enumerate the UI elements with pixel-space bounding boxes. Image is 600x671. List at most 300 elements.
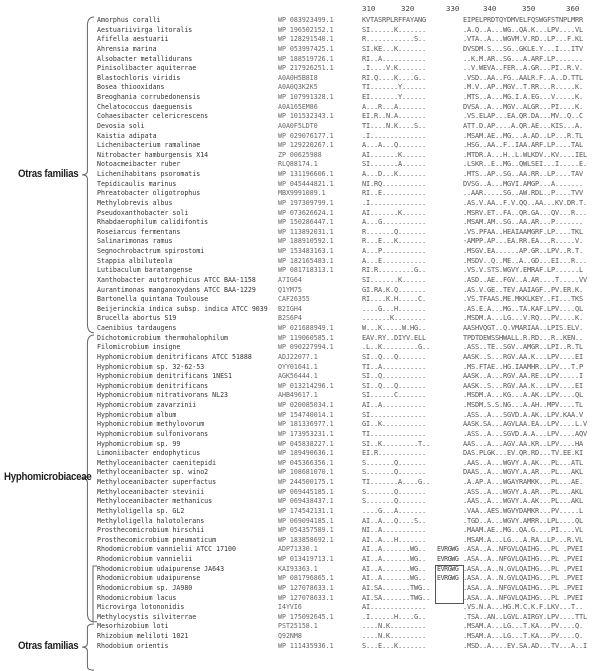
sequence-block-2: .MTS..AP..SG..AA.RR..LP....TAV [463, 170, 583, 178]
sequence-block-2: .VAA..AES.WGVYDAMKR...PV.....L [463, 506, 583, 515]
organism-name: Devosia soli [97, 121, 145, 130]
organism-name: Bartonella quintana Toulouse [97, 295, 209, 304]
sequence-block-2: .M.V..AP..MGV..T.RR...R.....K. [463, 83, 583, 92]
organism-name: Hyphomicrobium methylovorum [97, 420, 205, 429]
accession-id: WP 108681070.1 [278, 468, 334, 477]
accession-id: A0A0Q3K2K5 [278, 83, 318, 92]
alignment-row [0, 314, 600, 324]
alignment-row [0, 430, 600, 440]
organism-name: Prosthecomicrobium pneumaticum [97, 535, 217, 544]
alignment-row [0, 459, 600, 469]
sequence-block-1: EAV.RY..DIYV.ELL [362, 333, 426, 342]
alignment-row [0, 420, 600, 430]
alignment-row [0, 35, 600, 45]
ruler-tick: 310 [362, 4, 376, 13]
sequence-block-1: AI..A...H....... [362, 535, 426, 544]
alignment-row [0, 603, 600, 613]
accession-id: CAF26355 [278, 295, 310, 304]
sequence-block-1: SI.............. [362, 410, 426, 419]
sequence-block-2: .LSKR..E..MG..QWLSEI...I.....E. [463, 160, 587, 169]
accession-id: WP 129220267.1 [278, 141, 334, 150]
sequence-block-2: .MSAM.AE..MG...A.AD..LP...R.TL [463, 131, 583, 140]
alignment-row [0, 286, 600, 296]
accession-id: Q92NM8 [278, 632, 302, 640]
accession-id: A0A0F5LDT0 [278, 121, 318, 130]
organism-name: Methyloceanibacter sp. wino2 [97, 468, 209, 477]
sequence-block-1: .L..K.........G.. [362, 343, 430, 352]
accession-id: WP 189490636.1 [278, 449, 334, 458]
organism-name: Dichotomicrobium thermohalophilum [97, 333, 229, 342]
sequence-block-2: .MSAM.A...LG...T.KA...PV....Q. [463, 622, 583, 631]
sequence-block-1: AI..A.......WG.. [362, 564, 426, 573]
sequence-block-1: KVTASRPLRFFAYANG [362, 16, 426, 24]
alignment-row [0, 324, 600, 334]
organism-name: Pinisolibacter aquiterrae [97, 64, 197, 73]
organism-name: Limoniibacter endophyticus [97, 449, 201, 458]
organism-name: Rhodomicrobium udaipurense JA643 [97, 564, 225, 573]
alignment-row [0, 639, 600, 652]
accession-id: WP 020085034.1 [278, 401, 334, 409]
alignment-row [0, 545, 600, 555]
organism-name: Filomicrobium insigne [97, 343, 181, 352]
sequence-block-2: .ASS..A...SGVD.A.AK..LPV.KAA.V [463, 410, 583, 419]
sequence-block-2: .MSDM.S.S.NG...A.AH..MPV....TL [463, 401, 583, 409]
sequence-block-1: SI.KE...K....... [362, 44, 426, 53]
sequence-block-2: .VS.TFAAS.ME.MKKLKEY..FI...TKS [463, 295, 583, 304]
alignment-row [0, 132, 600, 142]
sequence-block-1: AI.SA.......TWG.. [362, 593, 430, 602]
alignment-row [0, 334, 600, 344]
organism-name: Aestuariivirga litoralis [97, 25, 193, 34]
sequence-block-2: DVSG..A...MGVI.AMGP...A....... [463, 179, 583, 188]
sequence-block-1: AI..A...Q....S.. [362, 516, 426, 525]
organism-name: Tepidicaulis marinus [97, 179, 177, 188]
sequence-block-1: W...K.....W.HG.. [362, 324, 426, 332]
sequence-block-1: .I....V.K....... [362, 64, 426, 73]
organism-name: Phreatobacter oligotrophus [97, 189, 201, 198]
alignment-row [0, 343, 600, 353]
sequence-block-1: .I.............. [362, 131, 426, 140]
accession-id: A7IG64 [278, 275, 302, 284]
alignment-row [0, 622, 600, 632]
accession-id: WP 045366356.1 [278, 458, 334, 467]
sequence-block-2: AASHVQGT..Q.VMARIAA..LPIS.ELV. [463, 324, 583, 332]
accession-id: WP 127078633.1 [278, 583, 334, 592]
alignment-row [0, 478, 600, 488]
motif-insert: EVRGWG [437, 574, 459, 583]
accession-id: WP 013214296.1 [278, 381, 334, 390]
alignment-row [0, 16, 600, 26]
organism-name: Methylobrevis albus [97, 198, 173, 207]
sequence-block-2: DVSDM.S...SG..GKLE.Y...I...ITV [463, 44, 583, 53]
sequence-block-1: ....G...H....... [362, 304, 426, 313]
accession-id: WP 183858692.1 [278, 535, 334, 544]
organism-name: Lutibaculum baratangense [97, 266, 193, 275]
alignment-rows [0, 16, 600, 651]
alignment-row [0, 411, 600, 421]
sequence-block-2: .ASA..A..NFGVLQAIHG...PL .PVEI [463, 555, 583, 563]
sequence-block-2: AASK..S...RGV.AA.K...LPV....EI [463, 352, 583, 361]
organism-name: Nitrobacter hamburgensis X14 [97, 150, 209, 159]
alignment-row [0, 180, 600, 190]
sequence-block-1: SI.......A...... [362, 160, 426, 169]
accession-id: WP 175092645.1 [278, 612, 334, 621]
motif-insert: EVRGWG [437, 564, 459, 573]
sequence-block-2: .VS.ELAP...EA.QR.DA...MV..Q..C [463, 112, 583, 121]
organism-name: Hyphomicrobium sp. 32-62-53 [97, 362, 205, 371]
accession-id: WP 090227994.1 [278, 343, 334, 352]
sequence-block-1: AI.............. [362, 603, 426, 612]
sequence-block-1: .I.............. [362, 198, 426, 207]
organism-name: Methyloceanibacter caenitepidi [97, 458, 217, 467]
sequence-block-2: .HSG..AA..F..IAA.ARF.LP....TAL [463, 141, 583, 150]
organism-name: Hyphomicrobium nitrativorans NL23 [97, 391, 229, 400]
organism-name: Pseudoxanthobacter soli [97, 208, 189, 217]
accession-id: WP 154740014.1 [278, 410, 334, 419]
alignment-row [0, 151, 600, 161]
alignment-row [0, 391, 600, 401]
organism-name: Salinarimonas ramus [97, 237, 173, 246]
accession-id: A0A165EM86 [278, 102, 318, 111]
sequence-block-2: AASK.SA...AGVLAA.EA..LPV....L.V [463, 420, 587, 429]
sequence-block-1: AI.SA.......TWG.. [362, 583, 430, 592]
sequence-block-2: .ASA..A..N.GVLQAIHG...PL .PVEI [463, 564, 583, 573]
sequence-block-1: RI....K.H.....C. [362, 295, 426, 304]
alignment-row [0, 517, 600, 527]
sequence-block-2: .MTS..A...MG.I.A.EG...V.....K. [463, 93, 583, 101]
accession-id: ADJ22077.1 [278, 352, 318, 361]
organism-name: Breoghania corrubedonensis [97, 93, 201, 101]
accession-id: KAI93363.1 [278, 564, 318, 573]
sequence-block-1: RI..A........... [362, 54, 426, 63]
sequence-block-2: .ASS..TE..SGV..AMGR..LPI..R.TL [463, 343, 583, 352]
organism-name: Rhodomicrobium udaipurense [97, 574, 201, 583]
sequence-block-1: NI.RQ........... [362, 179, 426, 188]
sequence-block-1: RI.R.........G.. [362, 266, 426, 275]
sequence-block-1: GI..K........... [362, 420, 426, 429]
organism-name: Hyphomicrobium sp. 99 [97, 439, 181, 448]
alignment-row [0, 555, 600, 565]
accession-id: WP 111435936.1 [278, 641, 334, 650]
sequence-block-2: .MSAM.A...LG...A.RA..LP...R.VL [463, 535, 583, 544]
ruler-tick: 350 [522, 4, 536, 13]
accession-id: MBX9991089.1 [278, 189, 326, 198]
sequence-block-2: .MSDM.A...KG...A.AK..LPV....QL [463, 391, 583, 400]
sequence-block-1: R...E...K....... [362, 237, 426, 246]
sequence-block-2: ..V.WEVA..FER..A.GR...PI..R.V. [463, 64, 583, 73]
sequence-block-1: SI..Q........... [362, 372, 426, 381]
ruler-tick: 320 [401, 4, 415, 13]
alignment-row [0, 488, 600, 498]
organism-name: Rhodomicrobium lacus [97, 593, 177, 602]
accession-id: RLQ88174.1 [278, 160, 318, 169]
sequence-block-1: EI.R............ [362, 449, 426, 458]
accession-id: WP 029076177.1 [278, 131, 334, 140]
alignment-row [0, 449, 600, 459]
accession-id: WP 182165483.1 [278, 256, 334, 265]
sequence-block-2: .VS.N.A...HG.M.C.K.F.LKV...T.. [463, 603, 583, 612]
organism-name: Aurantimonas manganoxydans ATCC BAA-1229 [97, 285, 256, 294]
alignment-row [0, 536, 600, 546]
sequence-block-2: .AS.E.A...MG..TA.KAF.LPV....QL [463, 304, 583, 313]
alignment-row [0, 112, 600, 122]
sequence-block-2: TPDTDEWSSHWALL.R.RD...R..KEN.. [463, 333, 583, 342]
alignment-row [0, 26, 600, 36]
accession-id: WP 107991328.1 [278, 93, 334, 101]
organism-name: Bosea thiooxidans [97, 83, 165, 92]
alignment-row [0, 55, 600, 65]
accession-id: WP 053997425.1 [278, 44, 334, 53]
accession-id: WP 217926251.1 [278, 64, 334, 73]
sequence-block-1: SI.......K...... [362, 275, 426, 284]
sequence-block-1: EI.......Y...... [362, 93, 426, 101]
organism-name: Hyphomicrobium zavarzinii [97, 401, 197, 409]
sequence-block-1: S.......Q....... [362, 497, 426, 506]
organism-name: Hyphomicrobium sulfonivorans [97, 429, 209, 438]
organism-name: Hyphomicrobium album [97, 410, 177, 419]
sequence-block-1: S...E...K....... [362, 641, 426, 650]
sequence-block-2: .VS.PFAA..HEAIAAMGRF.LP....TKL [463, 227, 583, 236]
sequence-block-1: ....G...A....... [362, 506, 426, 515]
sequence-block-2: .TGD..A...WGVY.AMRR..LPL....QL [463, 516, 583, 525]
accession-id: WP 073626624.1 [278, 208, 334, 217]
sequence-block-1: A...P........... [362, 247, 426, 255]
sequence-block-1: ....N.K......... [362, 632, 426, 640]
sequence-block-1: A...G........... [362, 218, 426, 227]
organism-name: Methylocystis silviterrae [97, 612, 197, 621]
accession-id: WP 181336977.1 [278, 420, 334, 429]
sequence-block-2: .MSRV.ET..FA..QR.GA...QV...R... [463, 208, 587, 217]
sequence-block-1: .I......H....G.. [362, 612, 426, 621]
alignment-row [0, 353, 600, 363]
accession-id: WP 119060585.1 [278, 333, 334, 342]
sequence-block-1: SI..Q...Q....... [362, 381, 426, 390]
organism-name: Alsobacter metallidurans [97, 54, 193, 63]
sequence-block-2: .ASD..AE..FGV..A.AR....T.....VV [463, 275, 587, 284]
alignment-row [0, 74, 600, 84]
organism-name: Afifella aestuarii [97, 35, 169, 44]
accession-id: WP 197309799.1 [278, 198, 334, 207]
sequence-block-1: SI......C....... [362, 391, 426, 400]
sequence-block-2: .A.Q..A...WG..QA.K...LPV....VL [463, 25, 583, 34]
alignment-row [0, 83, 600, 93]
organism-name: Rhabdaerophilum calidifontis [97, 218, 209, 227]
organism-name: Hyphomicrobium denitrificans [97, 381, 209, 390]
accession-id: WP 127078633.1 [278, 593, 334, 602]
sequence-block-2: .ASA..A..NFGVLQAIHG...PL .PVEI [463, 593, 583, 602]
accession-id: OYY01641.1 [278, 362, 318, 371]
ruler-tick: 330 [446, 4, 460, 13]
alignment-row [0, 237, 600, 247]
sequence-block-2: DVSA..A...MGV..ALGR...PI....K. [463, 102, 583, 111]
sequence-block-2: .AS.V.GE..TEV.AAIAGF..PV.ER.K. [463, 285, 583, 294]
sequence-block-2: EIPELPRDTQYDMVELFQSWGFSTNPLMRR [463, 16, 583, 24]
sequence-block-1: EI.R..N.A....... [362, 112, 426, 121]
sequence-block-2: ..K.M.AR..SG...A.ARF.LP....... [463, 54, 583, 63]
accession-id: WP 101532343.1 [278, 112, 334, 121]
organism-name: Stappia albiluteola [97, 256, 173, 265]
sequence-block-2: .ASA..A..NFGVLQAIHG...PL .PVEI [463, 545, 583, 554]
motif-highlight-box [435, 565, 464, 605]
organism-name: Brucella abortus S19 [97, 314, 177, 323]
alignment-row [0, 141, 600, 151]
alignment-row [0, 64, 600, 74]
organism-name: Segnochrobactrum spirostomi [97, 247, 205, 255]
sequence-block-2: DAS.PLGK...EV.QR.RD...TV.EE.KI [463, 449, 583, 458]
alignment-row [0, 440, 600, 450]
accession-id: WP 128291540.1 [278, 35, 334, 44]
alignment-row [0, 613, 600, 623]
sequence-block-1: TI.......A....G.. [362, 478, 430, 486]
alignment-row [0, 276, 600, 286]
sequence-block-1: SI..Q...Q....... [362, 352, 426, 361]
accession-id: B2IGH4 [278, 304, 302, 313]
alignment-row [0, 122, 600, 132]
accession-id: AGK56444.1 [278, 372, 318, 381]
organism-name: Cohaesibacter celericrescens [97, 112, 209, 121]
ruler-tick: 340 [483, 4, 497, 13]
group-label: Otras familias [18, 167, 79, 180]
accession-id: WP 021688949.1 [278, 324, 334, 332]
group-label: Otras familias [18, 639, 79, 652]
sequence-block-1: TI.............. [362, 429, 426, 438]
accession-id: WP 174542131.1 [278, 506, 334, 515]
sequence-block-1: R............S.. [362, 35, 426, 44]
alignment-row [0, 45, 600, 55]
alignment-row [0, 526, 600, 536]
alignment-row [0, 218, 600, 228]
sequence-block-2: .A.AP.A...WGAYRAMKK...PL...AE. [463, 478, 583, 486]
alignment-row [0, 295, 600, 305]
organism-name: Lichenihabitans psoromatis [97, 170, 201, 178]
sequence-block-2: .ASS..A...WGVY.A.AR...PL...AKL [463, 487, 583, 496]
sequence-block-2: -AMPP.AP...EA.RR.EA...R.....V. [463, 237, 583, 246]
alignment-row [0, 266, 600, 276]
organism-name: Methyloceanibacter superfactus [97, 478, 217, 486]
sequence-block-1: NI..A........... [362, 526, 426, 535]
accession-id: AHB49617.1 [278, 391, 318, 400]
motif-insert: EVRGWG [437, 545, 459, 554]
sequence-block-1: GI.RA.K.Q....... [362, 285, 426, 294]
organism-name: Rhodomicrobium sp. JA980 [97, 583, 193, 592]
alignment-row [0, 247, 600, 257]
accession-id: B2S6P4 [278, 314, 302, 323]
organism-name: Microvirga lotononidis [97, 603, 185, 612]
accession-id: WP 045444821.1 [278, 179, 334, 188]
alignment-row [0, 257, 600, 267]
alignment-row [0, 401, 600, 411]
sequence-block-1: TI..A........... [362, 362, 426, 371]
sequence-block-1: S.......Q....... [362, 468, 426, 477]
sequence-block-2: .MSDV..Q..ME..A..GD...EI...R... [463, 256, 587, 265]
sequence-block-1: AI.......K...... [362, 150, 426, 159]
sequence-block-2: .MSD..A....EV.SA.AD...TV...A..I [463, 641, 587, 650]
alignment-row [0, 468, 600, 478]
sequence-block-2: .AAS..A...WGVY.A.AK...PL...ATL [463, 458, 583, 467]
alignment-row [0, 382, 600, 392]
sequence-block-2: ATT.D.AP....A.QR.AE...KIS...A. [463, 121, 583, 130]
sequence-block-2: AAS...A...AGV.AA.KR..LPV....HA [463, 439, 583, 448]
organism-name: Beijerinckia indica subsp. indica ATCC 9039 [97, 304, 268, 313]
accession-id: ADP71330.1 [278, 545, 318, 554]
accession-id: WP 131196606.1 [278, 170, 334, 178]
accession-id: WP 081796865.1 [278, 574, 334, 583]
sequence-block-1: A...D...K....... [362, 170, 426, 178]
sequence-block-1: AI..A.......WG.. [362, 545, 426, 554]
accession-id: WP 150286447.1 [278, 218, 334, 227]
sequence-block-1: .......K........ [362, 314, 426, 323]
accession-id: WP 069438437.1 [278, 497, 334, 506]
organism-name: Prosthecomicrobium hirschii [97, 526, 205, 535]
alignment-row [0, 574, 600, 584]
accession-id: WP 069445185.1 [278, 487, 334, 496]
accession-id: WP 113892031.1 [278, 227, 334, 236]
ruler-tick: 360 [566, 4, 580, 13]
accession-id: WP 188519726.1 [278, 54, 334, 63]
alignment-row [0, 632, 600, 642]
accession-id: PST25158.1 [278, 622, 318, 631]
organism-name: Ahrensia marina [97, 44, 157, 53]
sequence-block-2: .VSD..AA..FG..AALR.F..A..D.TTL [463, 73, 583, 82]
accession-id: WP 013419713.1 [278, 555, 334, 563]
organism-name: Hyphomicrobium denitrificans 1NES1 [97, 372, 232, 381]
alignment-row [0, 594, 600, 604]
sequence-block-2: .AS.V.AA..F.V.QQ..AA...KV.DR.T. [463, 198, 587, 207]
accession-id: I4YVI6 [278, 603, 302, 612]
organism-name: Rhodomicrobium vannielii ATCC 17100 [97, 545, 236, 554]
sequence-block-1: RI..E........... [362, 189, 426, 198]
alignment-row [0, 372, 600, 382]
sequence-block-1: AI.......K...... [362, 208, 426, 217]
sequence-block-1: ....N.K......... [362, 622, 426, 631]
organism-name: Lichenibacterium ramalinae [97, 141, 201, 150]
organism-name: Rhodobium orientis [97, 641, 169, 650]
organism-name: Blastochloris viridis [97, 73, 181, 82]
sequence-block-1: AI..A.......WG.. [362, 555, 426, 563]
alignment-row [0, 305, 600, 315]
sequence-block-2: .VS.V.STS.WGVY.EMRAF.LP......L [463, 266, 583, 275]
alignment-row [0, 103, 600, 113]
alignment-row [0, 584, 600, 594]
accession-id: ZP 00625988 [278, 150, 322, 159]
organism-name: Notoacmeibacter ruber [97, 160, 181, 169]
sequence-block-1: S.......Q....... [362, 458, 426, 467]
sequence-block-1: TI....N.K....S.. [362, 121, 426, 130]
sequence-block-2: AASK..A...RGV.AA.RE..LPV.....I [463, 372, 583, 381]
accession-id: WP 083923499.1 [278, 16, 334, 24]
sequence-block-1: S.......Q....... [362, 487, 426, 496]
sequence-block-2: .ASA..A..NFGVLQAIHG...PL .PVEI [463, 583, 583, 592]
organism-name: Kaistia adipata [97, 131, 157, 140]
sequence-block-2: .MTDR.A...H..L.WLKDV..KV....IEL [463, 150, 587, 159]
sequence-block-2: .ASA..A..N.GVLQAIHG...PL .PVEI [463, 574, 583, 583]
organism-name: Methyloligella sp. GL2 [97, 506, 185, 515]
accession-id: WP 153483163.1 [278, 247, 334, 255]
sequence-block-1: AI..A.......WG.. [362, 574, 426, 583]
organism-name: Caenibius tardaugens [97, 324, 177, 332]
accession-id: WP 188910592.1 [278, 237, 334, 246]
accession-id: A0A0H5B8I8 [278, 73, 318, 82]
accession-id: WP 045838227.1 [278, 439, 334, 448]
sequence-block-2: DAAS..A...WGVY.A.AR...PL...AKL [463, 468, 583, 477]
sequence-block-2: .MAAM.AE..MG..QA.G....PI....VL [463, 526, 583, 535]
alignment-row [0, 199, 600, 209]
organism-name: Xanthobacter autotrophicus ATCC BAA-1158 [97, 275, 256, 284]
sequence-block-1: TI.......Y...... [362, 83, 426, 92]
accession-id: Q1YM75 [278, 285, 302, 294]
sequence-block-1: RI.Q....K....G.. [362, 73, 426, 82]
accession-id: WP 244500175.1 [278, 478, 334, 486]
